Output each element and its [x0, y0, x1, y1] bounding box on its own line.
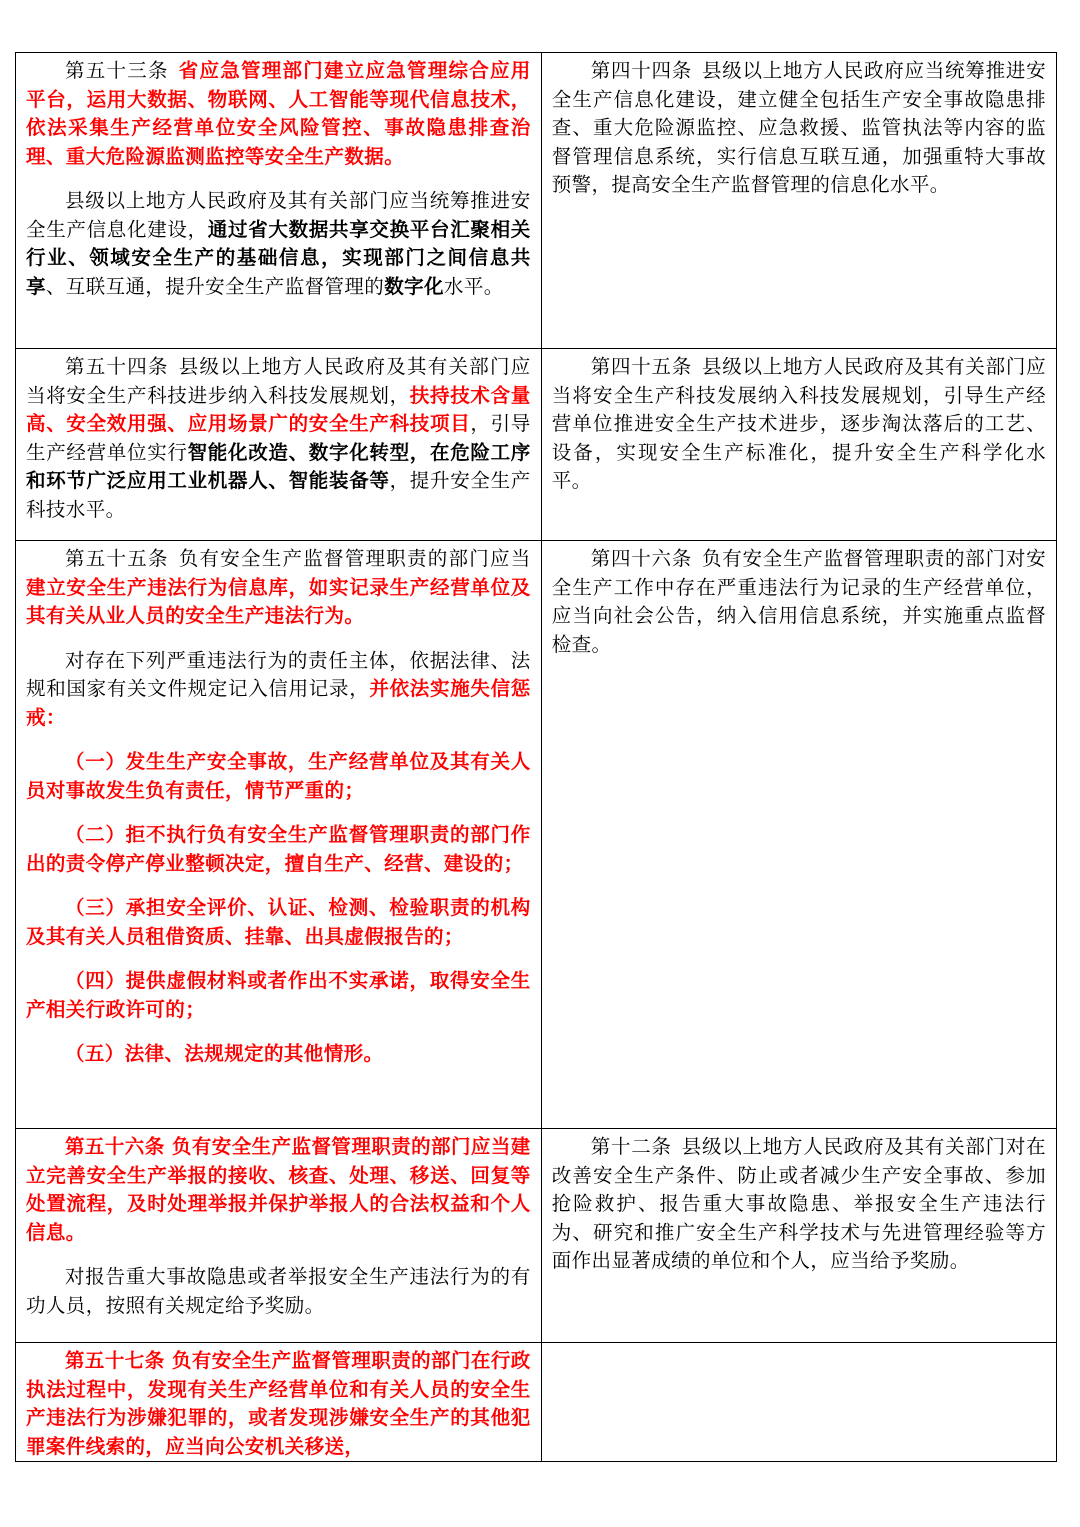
paragraph-text: 水平。 [443, 274, 504, 298]
new-regulation-cell [16, 541, 542, 1129]
old-regulation-cell [541, 1129, 1056, 1343]
list-item: （一）发生生产安全事故，生产经营单位及其有关人员对事故发生负有责任，情节严重的； [26, 750, 531, 802]
paragraph-text: 县级以上地方人民政府及其有关部门应当统筹推进安全生产信息化建设， [26, 189, 531, 241]
article-number: 第四十五条 [590, 355, 692, 378]
paragraph-text: 负有安全生产监督管理职责的部门应当 [178, 547, 531, 570]
paragraph-text: 县级以上地方人民政府应当统筹推进安全生产信息化建设，建立健全包括生产安全事故隐患排查、重大危险源监控、应急救援、监管执法等内容的监督管理信息系统，实行信息互联互通，加强重特大事故预警，提高安全生产监督管理的信息化水平。 [551, 59, 1046, 196]
list-item: （三）承担安全评价、认证、检测、检验职责的机构及其有关人员租借资质、挂靠、出具虚假报告的； [26, 896, 531, 948]
article-number: 第四十四条 [590, 59, 692, 82]
paragraph-text: ，引导生产经营单位实行 [26, 412, 531, 464]
added-text: 数字化 [384, 274, 444, 298]
article-paragraph [26, 187, 531, 301]
article-number: 第五十三条 [65, 59, 169, 82]
paragraph-text: 、互联互通，提升安全生产监督管理的 [45, 274, 385, 298]
old-regulation-cell [541, 541, 1056, 1129]
added-text: 通过省大数据共享交换平台汇聚相关行业、领域安全生产的基础信息，实现部门之间信息共享 [26, 217, 531, 298]
paragraph-text: 县级以上地方人民政府及其有关部门对在改善安全生产条件、防止或者减少生产安全事故、参加抢险救护、报告重大事故隐患、举报安全生产违法行为、研究和推广安全生产科学技术与先进管理经验等方面作出显著成绩的单位和个人，应当给予奖励。 [551, 1135, 1046, 1272]
paragraph-text: ，提升安全生产科技水平。 [26, 469, 531, 521]
article-number: 第四十六条 [590, 547, 692, 570]
article-paragraph [26, 647, 531, 733]
table-row [16, 349, 1057, 541]
new-regulation-cell [16, 349, 542, 541]
article-paragraph [26, 57, 531, 171]
article-paragraph [552, 1133, 1046, 1276]
paragraph-text: 县级以上地方人民政府及其有关部门应当将安全生产科技进步纳入科技发展规划， [26, 355, 531, 407]
table-row [16, 1129, 1057, 1343]
amended-text: 扶持技术含量高、安全效用强、应用场景广的安全生产科技项目 [26, 383, 531, 435]
article-paragraph [552, 545, 1046, 659]
table-row [16, 53, 1057, 349]
old-regulation-cell [541, 349, 1056, 541]
old-regulation-cell [541, 1343, 1056, 1462]
old-regulation-cell [541, 53, 1056, 349]
paragraph-text: 县级以上地方人民政府及其有关部门应当将安全生产科技发展纳入科技发展规划，引导生产经营单位推进安全生产技术进步，逐步淘汰落后的工艺、设备，实现安全生产标准化，提升安全生产科学化水平。 [551, 355, 1046, 492]
amended-text: 省应急管理部门建立应急管理综合应用平台，运用大数据、物联网、人工智能等现代信息技术，依法采集生产经营单位安全风险管控、事故隐患排查治理、重大危险源监测监控等安全生产数据。 [26, 59, 531, 168]
list-item: （五）法律、法规规定的其他情形。 [65, 1042, 384, 1065]
article-paragraph [26, 545, 531, 631]
article-paragraph: 第五十六条 负有安全生产监督管理职责的部门应当建立完善安全生产举报的接收、核查、处理、移送、回复等处置流程，及时处理举报并保护举报人的合法权益和个人信息。 [26, 1135, 531, 1244]
table-row [16, 541, 1057, 1129]
comparison-table [15, 52, 1057, 1462]
list-item: （四）提供虚假材料或者作出不实承诺，取得安全生产相关行政许可的； [26, 969, 531, 1021]
article-paragraph [26, 353, 531, 524]
amended-text: 建立安全生产违法行为信息库，如实记录生产经营单位及其有关从业人员的安全生产违法行为。 [26, 575, 531, 627]
article-paragraph [552, 353, 1046, 496]
amended-text: 并依法实施失信惩戒： [26, 677, 531, 729]
article-paragraph: 对报告重大事故隐患或者举报安全生产违法行为的有功人员，按照有关规定给予奖励。 [26, 1265, 531, 1317]
article-number: 第五十五条 [65, 547, 169, 570]
new-regulation-cell [16, 53, 542, 349]
article-paragraph: 第五十七条 负有安全生产监督管理职责的部门在行政执法过程中，发现有关生产经营单位和有关人员的安全生产违法行为涉嫌犯罪的，或者发现涉嫌安全生产的其他犯罪案件线索的，应当向公安机关移送， [26, 1349, 531, 1458]
table-row [16, 1343, 1057, 1462]
article-paragraph [552, 57, 1046, 200]
article-number: 第五十四条 [65, 355, 169, 378]
paragraph-text: 对存在下列严重违法行为的责任主体，依据法律、法规和国家有关文件规定记入信用记录， [26, 648, 531, 700]
list-item: （二）拒不执行负有安全生产监督管理职责的部门作出的责令停产停业整顿决定，擅自生产、经营、建设的； [26, 823, 531, 875]
added-text: 智能化改造、数字化转型，在危险工序和环节广泛应用工业机器人、智能装备等 [26, 440, 531, 492]
paragraph-text: 负有安全生产监督管理职责的部门对安全生产工作中存在严重违法行为记录的生产经营单位，应当向社会公告，纳入信用信息系统，并实施重点监督检查。 [551, 547, 1046, 656]
new-regulation-cell [16, 1343, 542, 1462]
article-number: 第十二条 [590, 1135, 672, 1158]
new-regulation-cell [16, 1129, 542, 1343]
